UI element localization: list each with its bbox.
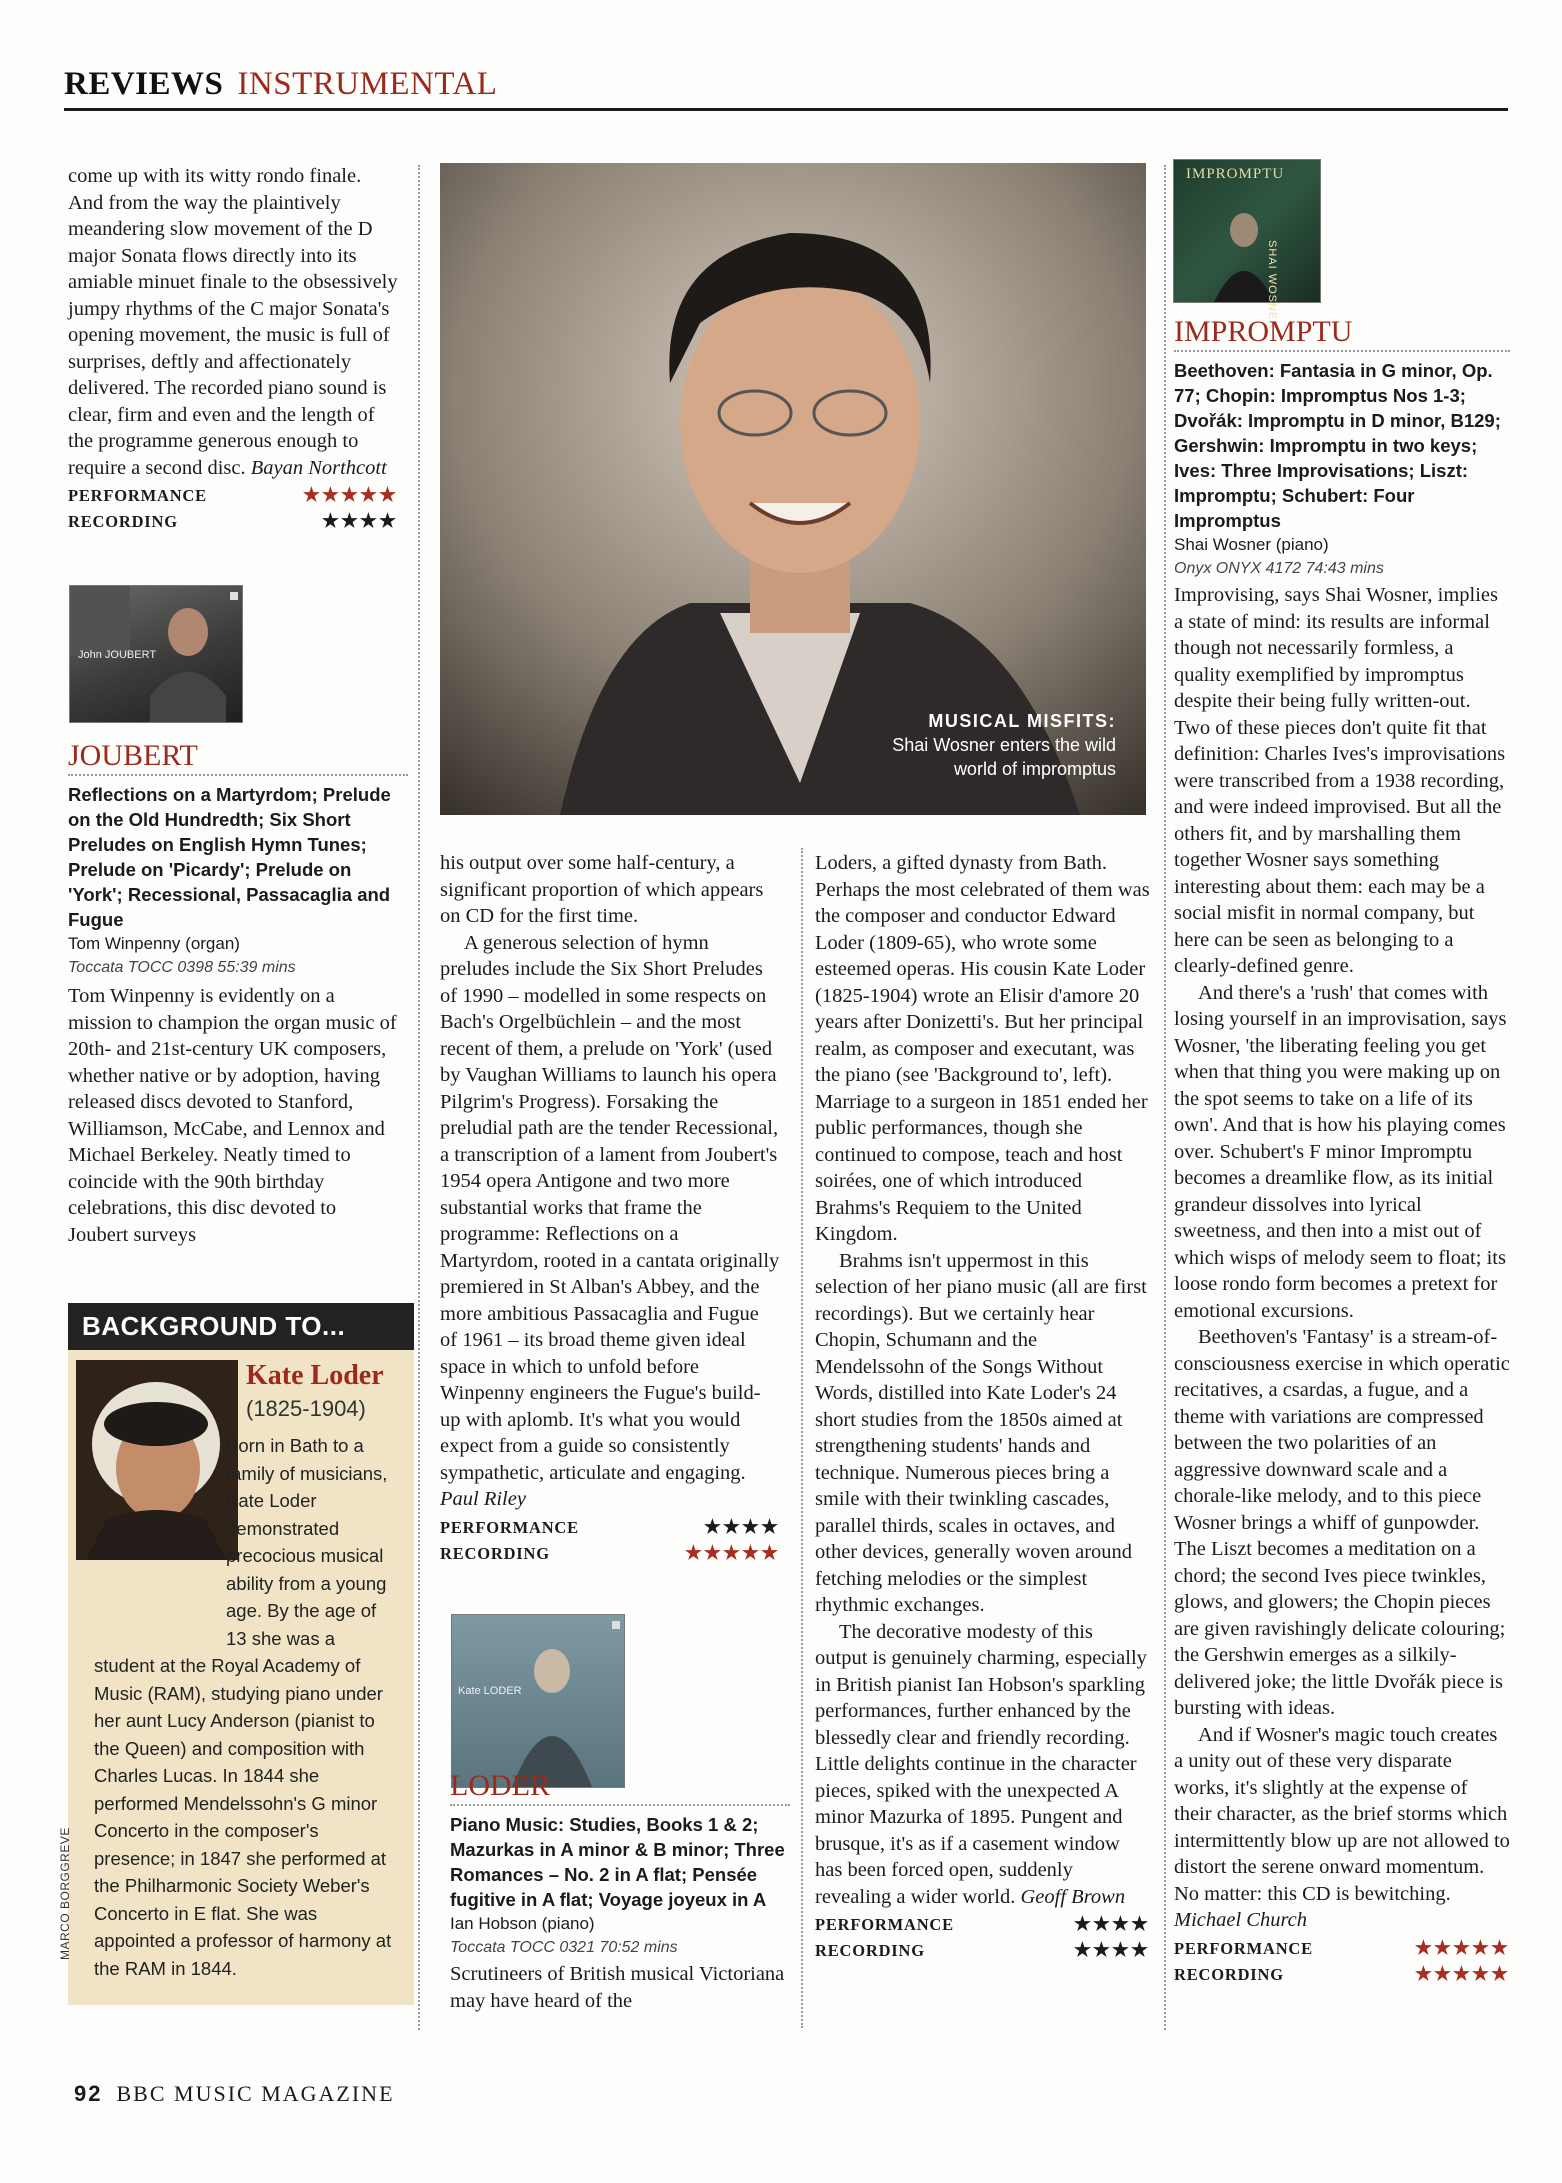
review-text: Brahms isn't uppermost in this selection of her piano music (all are first recordings). But we certainly hear Chopin, Schumann and the Mendelssohn of the Songs Without Words, distilled into Kate Loder's 24 short studies from the 1850s aimed at strengthening students' hands and technique. Numerous pieces bring a smile with their twinkling cascades, parallel thirds, scales in octaves, and other devices, generally woven around fetching melodies or the simplest rhythmic exchanges. (815, 1249, 1147, 1616)
stars: ★★★★ (1073, 1914, 1150, 1935)
review-title: IMPROMPTU (1174, 316, 1510, 352)
review-works: Beethoven: Fantasia in G minor, Op. 77; Chopin: Impromptus Nos 1-3; Dvořák: Impromptu in D minor, B129; Gershwin: Impromptu in two keys; Ives: Three Improvisations; Liszt: Impromptu; Schubert: Four Impromptus (1174, 360, 1501, 531)
stars: ★★★★★ (1414, 1937, 1510, 1959)
page-number: 92 (74, 2081, 103, 2106)
cover-artist: SHAI WOSNER (1266, 240, 1278, 330)
background-name: Kate Loder (246, 1360, 384, 1391)
stars: ★★★★ (321, 511, 398, 532)
rating-performance: PERFORMANCE ★★★★★ (68, 483, 398, 509)
joubert-album-cover[interactable] (70, 586, 242, 722)
review-text: come up with its witty rondo finale. And from the way the plaintively meandering slow movement of the D major Sonata flows directly into its amiable minuet finale to the obsessively jumpy rhythms of the C major Sonata's opening movement, the music is full of surprises, deftly and affectionately delivered. The recorded piano sound is clear, firm and even and the length of the programme generous enough to require a second disc. (68, 165, 398, 479)
background-sidebar (68, 1303, 414, 2010)
cover-title: John JOUBERT (78, 649, 157, 661)
stars: ★★★★★ (302, 485, 398, 506)
stars: ★★★★ (1073, 1940, 1150, 1961)
header-rule (64, 108, 1508, 111)
review-text: Beethoven's 'Fantasy' is a stream-of-consciousness exercise in which operatic recitatives, a csardas, a fugue, and a theme with variations are compressed between the two polarities of an aggressive downward scale and a chorale-like melody, and to this piece Wosner brings a whiff of gunpowder. The Liszt becomes a meditation on a chord; the second Ives piece twinkles, glows, and glowers; the Chopin pieces are given ravishingly delicate colouring; the Gershwin emerges as a silkily-delivered joke; the little Dvořák piece is bursting with ideas. (1174, 1326, 1510, 1719)
review-text: And if Wosner's magic touch creates a unity out of these very disparate works, it's slightly at the expense of their character, as the brief storms which intermittently blow up are not allowed to distort the serene onward momentum. No matter: this CD is bewitching. (1174, 1723, 1510, 1905)
review-text: Improvising, says Shai Wosner, implies a state of mind: its results are informal though not necessarily formless, a quality exemplified by impromptus despite their being fully written-out. Two of these pieces don't quite fit that definition: Charles Ives's improvisations were transcribed from a 1938 recording, and were indeed improvised. But all the others fit, and by marshalling them together Wosner says something interesting about them: each may be a social misfit in normal company, but here can be seen as belonging to a clearly-defined genre. (1174, 584, 1506, 977)
cover-title: IMPROMPTU (1186, 166, 1285, 182)
review-text: his output over some half-century, a significant proportion of which appears on CD for the first time. (440, 852, 764, 927)
rating-recording: RECORDING ★★★★ (68, 509, 398, 535)
column-separator (801, 848, 803, 2028)
background-text: Born in Bath to a family of musicians, Kate Loder demonstrated precocious musical ability from a young age. By the age of 13 she was a student at the Royal Academy of Music (RAM), studying piano under her aunt Lucy Anderson (pianist to the Queen) and composition with Charles Lucas. In 1844 she performed Mendelssohn's G minor Concerto in the composer's presence; in 1847 she performed at the Philharmonic Society Weber's Concerto in E flat. She was appointed a professor of harmony at the RAM in 1844. (94, 1435, 392, 1979)
photo-credit: MARCO BORGGREVE (58, 1827, 72, 1960)
review-text: Loders, a gifted dynasty from Bath. Perhaps the most celebrated of them was the composer and conductor Edward Loder (1809-65), who wrote some esteemed operas. His cousin Kate Loder (1825-1904) wrote an Elisir d'amore 20 years after Donizetti's. But her principal realm, as composer and executant, was the piano (see 'Background to', left). Marriage to a surgeon in 1851 ended her public performances, though she continued to compose, teach and host soirées, one of which introduced Brahms's Requiem to the United Kingdom. (815, 852, 1150, 1245)
magazine-name: BBC MUSIC MAGAZINE (116, 2081, 395, 2106)
review-author: Geoff Brown (1020, 1885, 1126, 1908)
photo-caption (876, 709, 1116, 781)
background-heading: BACKGROUND TO... (68, 1303, 414, 1350)
column-separator (1164, 165, 1166, 2030)
review-label: Toccata TOCC 0398 55:39 mins (68, 959, 296, 976)
stars: ★★★★ (703, 1516, 780, 1538)
review-text: A generous selection of hymn preludes include the Six Short Preludes of 1990 – modelled in some respects on Bach's Orgelbüchlein – and the most recent of them, a prelude on 'York' (used by Vaughan Williams to launch his opera Pilgrim's Progress). Forsaking the preludial path are the tender Recessional, a transcription of a lament from Joubert's 1954 opera Antigone and two more substantial works that frame the programme: Reflections on a Martyrdom, rooted in a cantata originally premiered in St Alban's Abbey, and the more ambitious Passacaglia and Fugue of 1961 – its broad theme given ideal space in which to unfold before Winpenny engineers the Fugue's build-up with aplomb. It's what you would expect from a guide so consistently sympathetic, articulate and engaging. (440, 931, 780, 1484)
loder-album-cover[interactable] (452, 1615, 624, 1787)
stars: ★★★★★ (1414, 1963, 1510, 1985)
shai-wosner-photo (440, 163, 1146, 815)
joubert-review-header (68, 740, 408, 1248)
review-performer: Shai Wosner (piano) (1174, 535, 1329, 554)
review-text: Scrutineers of British musical Victoriana may have heard of the (450, 1963, 785, 2012)
review-author: Bayan Northcott (250, 456, 387, 479)
stars: ★★★★★ (684, 1542, 780, 1564)
cover-title: Kate LODER (458, 1685, 522, 1697)
caption-text: Shai Wosner enters the wild world of impromptus (892, 735, 1116, 779)
impromptu-album-cover[interactable] (1174, 160, 1320, 330)
review-author: Michael Church (1174, 1909, 1308, 1931)
section-header (64, 66, 497, 103)
review-author: Paul Riley (440, 1488, 526, 1510)
portrait-image (452, 1615, 624, 1787)
rating-recording: RECORDING ★★★★★ (440, 1541, 780, 1567)
review-title: JOUBERT (68, 740, 408, 776)
review-works: Piano Music: Studies, Books 1 & 2; Mazurkas in A minor & B minor; Three Romances – No. 2 in A flat; Pensée fugitive in A flat; Voyage joyeux in A (450, 1814, 785, 1910)
review-performer: Ian Hobson (piano) (450, 1914, 595, 1933)
review-label: Toccata TOCC 0321 70:52 mins (450, 1939, 678, 1956)
review-performer: Tom Winpenny (organ) (68, 934, 240, 953)
rating-performance: PERFORMANCE ★★★★★ (1174, 1936, 1510, 1962)
section-subtitle: INSTRUMENTAL (237, 66, 498, 102)
review-title: LODER (450, 1770, 790, 1806)
page-footer (74, 2081, 395, 2107)
loder-review-continued (815, 850, 1150, 1964)
background-dates: (1825-1904) (246, 1396, 366, 1421)
rating-performance: PERFORMANCE ★★★★ (815, 1912, 1150, 1938)
joubert-review-continued (440, 850, 780, 1567)
caption-head: MUSICAL MISFITS: (928, 711, 1116, 731)
column-1-intro (68, 163, 398, 535)
review-text: The decorative modesty of this output is genuinely charming, especially in British pianist Ian Hobson's sparkling performances, further enhanced by the blessedly clear and friendly recording. Little delights continue in the character pieces, spiked with the unexpected A minor Mazurka of 1895. Pungent and brusque, it's as if a casement window has been forced open, suddenly revealing a wider world. (815, 1620, 1147, 1908)
section-title: REVIEWS (64, 66, 224, 102)
rating-performance: PERFORMANCE ★★★★ (440, 1515, 780, 1541)
impromptu-review (1174, 316, 1510, 1988)
review-works: Reflections on a Martyrdom; Prelude on the Old Hundredth; Six Short Preludes on English Hymn Tunes; Prelude on 'Picardy'; Prelude on 'York'; Recessional, Passacaglia and Fugue (68, 784, 391, 930)
rating-recording: RECORDING ★★★★ (815, 1938, 1150, 1964)
review-label: Onyx ONYX 4172 74:43 mins (1174, 560, 1384, 577)
review-text: And there's a 'rush' that comes with losing yourself in an improvisation, says Wosner, 'the liberating feeling you get when that thing you were making up on the spot seems to take on a life of its own'. And that is how his playing comes over. Schubert's F minor Impromptu becomes a dreamlike flow, as its initial grandeur dissolves into lyrical sweetness, and then into a mist out of which wisps of melody seem to float; its loose rondo form becomes a pretext for emotional excursions. (1174, 981, 1507, 1322)
review-text: Tom Winpenny is evidently on a mission to champion the organ music of 20th- and 21st-century UK composers, whether native or by adoption, having released discs devoted to Stanford, Williamson, McCabe, and Lennox and Michael Berkeley. Neatly timed to coincide with the 90th birthday celebrations, this disc devoted to Joubert surveys (68, 985, 397, 1246)
rating-recording: RECORDING ★★★★★ (1174, 1962, 1510, 1988)
column-separator (418, 165, 420, 2030)
loder-review-header (450, 1770, 790, 2014)
